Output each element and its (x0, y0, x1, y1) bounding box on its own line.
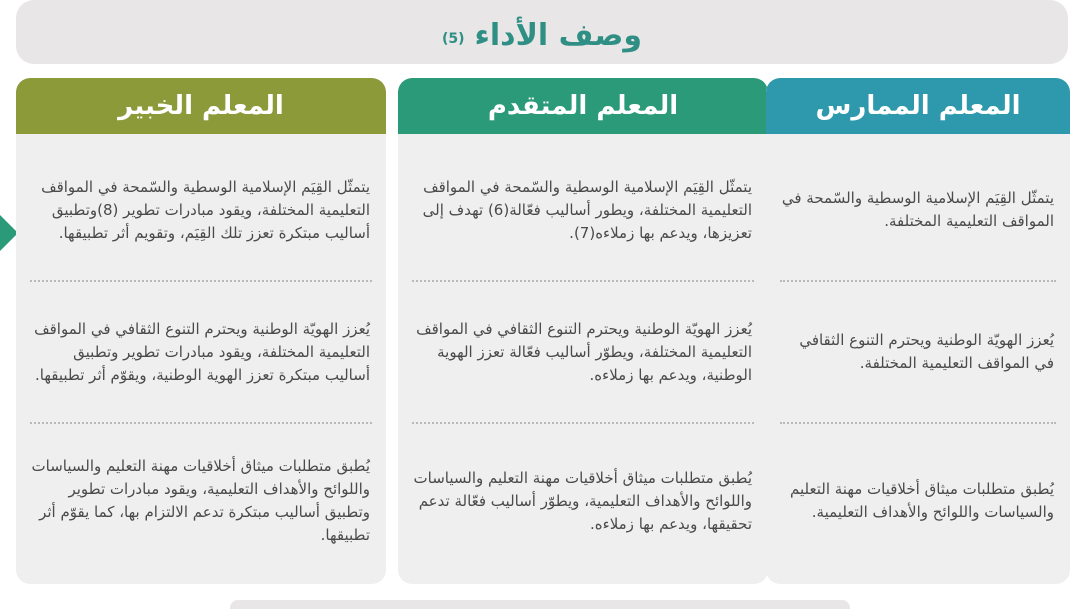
column-header-advanced: المعلم المتقدم (398, 78, 768, 134)
cell-practitioner-row-1: يتمثّل القِيَم الإسلامية الوسطية والسّمحة في المواقف التعليمية المختلفة. (781, 189, 1054, 230)
column-header-expert: المعلم الخبير (16, 78, 386, 134)
cell-practitioner-row-3: يُطبق متطلبات ميثاق أخلاقيات مهنة التعليم والسياسات واللوائح والأهداف التعليمية. (790, 480, 1054, 521)
cell-expert-row-1: يتمثّل القِيَم الإسلامية الوسطية والسّمحة في المواقف التعليمية المختلفة، ويقود مبادرات تطوير (8)وتطبيق أساليب مبتكرة تعزز تلك القِيَم، وتقويم أثر تطبيقها. (41, 177, 370, 242)
column-expert-teacher (16, 78, 386, 584)
dotted-divider (780, 422, 1056, 424)
cell-advanced-row-3: يُطبق متطلبات ميثاق أخلاقيات مهنة التعليم والسياسات واللوائح والأهداف التعليمية، ويطوّر أساليب فعّالة تدعم تحقيقها، ويدعم بها زملاءه. (413, 468, 752, 533)
dotted-divider (30, 422, 372, 424)
cell-expert-row-3: يُطبق متطلبات ميثاق أخلاقيات مهنة التعليم والسياسات واللوائح والأهداف التعليمية، ويقود مبادرات تطوير وتطبيق أساليب مبتكرة تدعم الالتزام بها، كما يقوّم أثر تطبيقها. (31, 457, 370, 544)
cell-advanced-row-2: يُعزز الهويّة الوطنية ويحترم التنوع الثقافي في المواقف التعليمية المختلفة، ويطوّر أساليب فعّالة تعزز الهوية الوطنية، ويدعم بها زملاءه. (416, 319, 752, 384)
dotted-divider (30, 280, 372, 282)
cell-expert-row-2: يُعزز الهويّة الوطنية ويحترم التنوع الثقافي في المواقف التعليمية المختلفة، ويقود مبادرات تطوير وتطبيق أساليب مبتكرة تعزز الهوية الوطنية، ويقوّم أثر تطبيقها. (34, 319, 370, 384)
cell-advanced-row-1: يتمثّل القِيَم الإسلامية الوسطية والسّمحة في المواقف التعليمية المختلفة، ويطور أساليب فعّالة(6) تهدف إلى تعزيزها، ويدعم بها زملاءه(7). (422, 177, 752, 242)
column-advanced-teacher (398, 78, 768, 584)
column-header-practitioner: المعلم الممارس (766, 78, 1070, 134)
dotted-divider (412, 422, 754, 424)
banner-number: (5) (442, 31, 465, 47)
cell-practitioner-row-2: يُعزز الهويّة الوطنية ويحترم التنوع الثقافي في المواقف التعليمية المختلفة. (799, 331, 1054, 372)
dotted-divider (412, 280, 754, 282)
banner-title: وصف الأداء (474, 17, 642, 53)
dotted-divider (780, 280, 1056, 282)
performance-description-banner (16, 0, 1068, 64)
column-practitioner-teacher (766, 78, 1070, 584)
bottom-decorative-strip (230, 600, 850, 609)
